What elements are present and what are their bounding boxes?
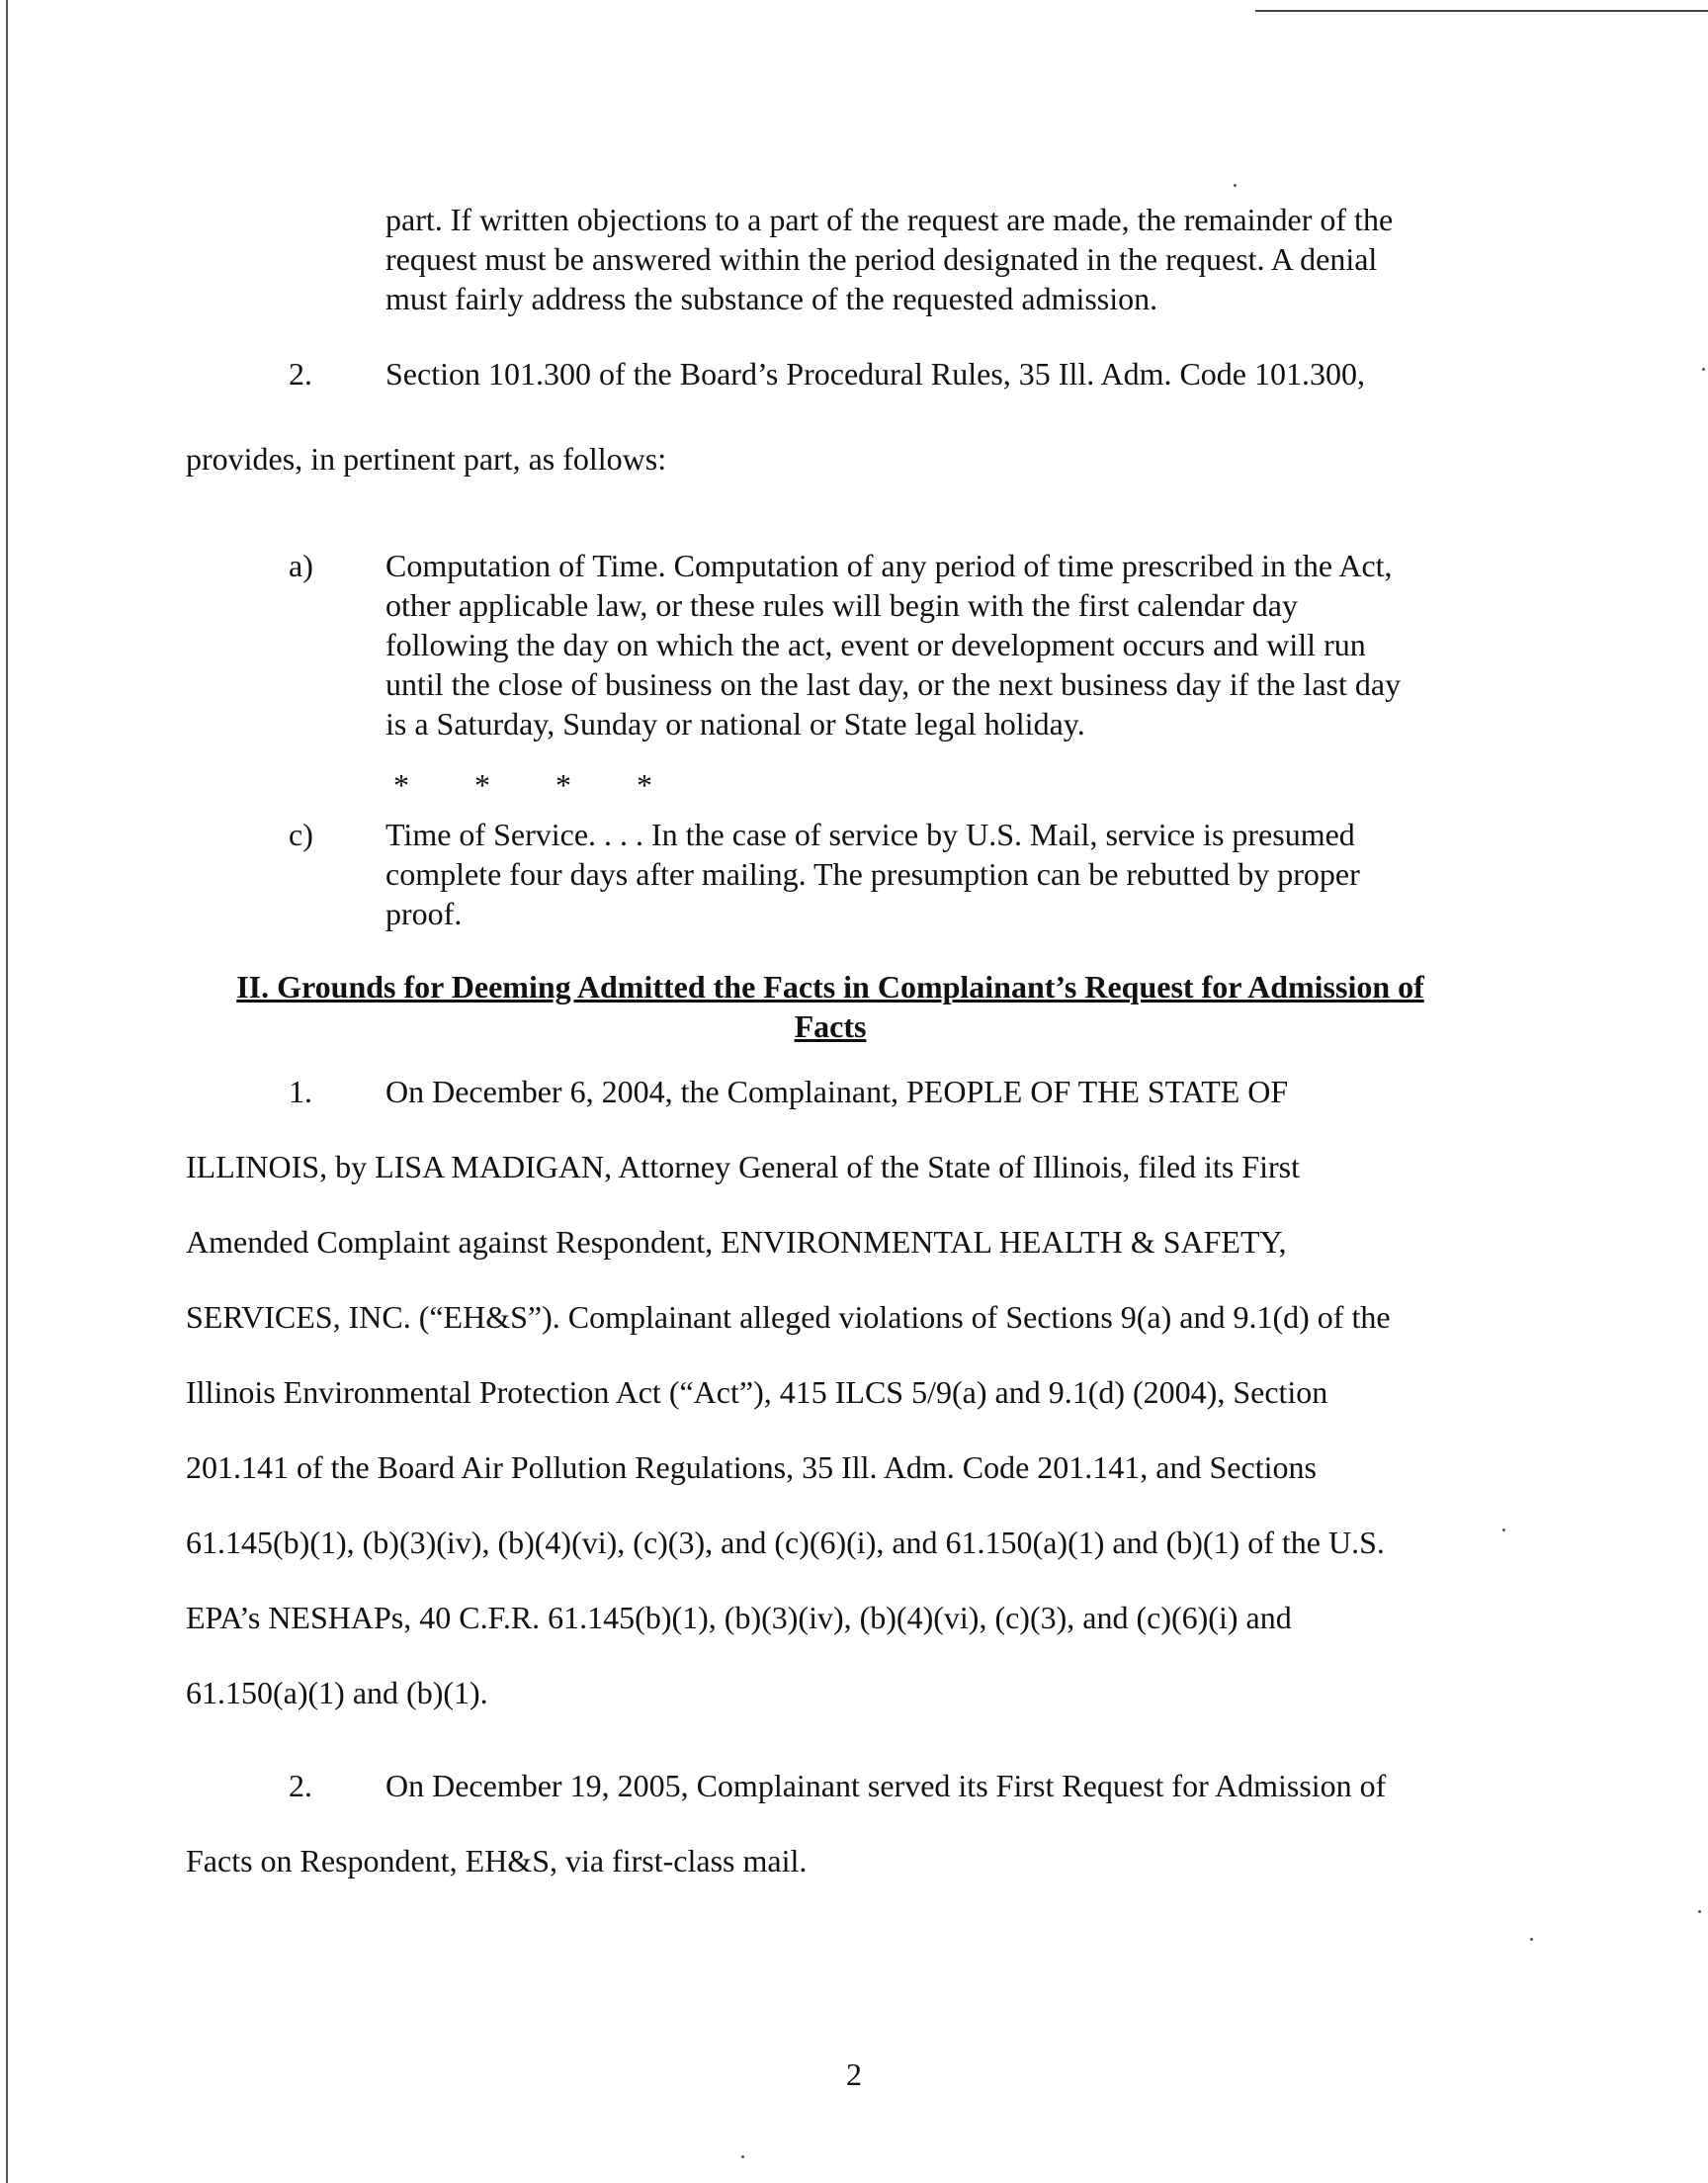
intro-line: request must be answered within the period designated in the request. A denial (385, 241, 1378, 277)
scan-speck (1702, 368, 1705, 371)
paragraph-line: SERVICES, INC. (“EH&S”). Complainant alleged violations of Sections 9(a) and 9.1(d) of the (186, 1299, 1391, 1335)
quote-line: proof. (385, 896, 463, 931)
scan-speck (1502, 1528, 1505, 1531)
paragraph-number: 1. (289, 1074, 312, 1109)
paragraph-line: ILLINOIS, by LISA MADIGAN, Attorney General of the State of Illinois, filed its First (186, 1149, 1300, 1184)
paragraph-line: On December 19, 2005, Complainant served its First Request for Admission of (385, 1768, 1387, 1803)
scan-left-edge (6, 0, 8, 2183)
section-heading (178, 967, 1483, 1046)
paragraph-line: Facts on Respondent, EH&S, via first-class mail. (186, 1843, 808, 1878)
intro-quote-block (385, 200, 1473, 318)
paragraph-line: provides, in pertinent part, as follows: (186, 441, 667, 477)
intro-line: must fairly address the substance of the requested admission. (385, 281, 1158, 316)
star: * (637, 767, 652, 803)
quote-line: Computation of Time. Computation of any period of time prescribed in the Act, (385, 548, 1393, 583)
paragraph-number: 2. (289, 1768, 312, 1803)
paragraph-line: EPA’s NESHAPs, 40 C.F.R. 61.145(b)(1), (b)(3)(iv), (b)(4)(vi), (c)(3), and (c)(6)(i) and (186, 1600, 1292, 1635)
star: * (393, 767, 409, 803)
quote-line: other applicable law, or these rules will begin with the first calendar day (385, 587, 1298, 623)
paragraph-line: Section 101.300 of the Board’s Procedural Rules, 35 Ill. Adm. Code 101.300, (385, 356, 1365, 392)
quote-line: following the day on which the act, event or development occurs and will run (385, 627, 1366, 662)
scan-speck (741, 2155, 744, 2158)
star: * (555, 767, 571, 803)
star: * (474, 767, 490, 803)
scan-speck (1234, 184, 1237, 187)
quote-a-letter: a) (289, 548, 313, 583)
paragraph-line: 61.145(b)(1), (b)(3)(iv), (b)(4)(vi), (c)(3), and (c)(6)(i), and 61.150(a)(1) and (b)(1) of the U.S. (186, 1525, 1385, 1560)
quote-line: is a Saturday, Sunday or national or State legal holiday. (385, 706, 1085, 742)
quote-line: Time of Service. . . . In the case of service by U.S. Mail, service is presumed (385, 817, 1355, 852)
paragraph-line: On December 6, 2004, the Complainant, PEOPLE OF THE STATE OF (385, 1074, 1289, 1109)
scan-speck (1698, 1910, 1701, 1913)
paragraph-number: 2. (289, 356, 312, 392)
quote-a-block (385, 546, 1473, 743)
heading-line: Facts (794, 1008, 867, 1044)
scan-speck (1530, 1938, 1533, 1941)
quote-c-letter: c) (289, 817, 313, 852)
quote-line: until the close of business on the last day, or the next business day if the last day (385, 666, 1402, 702)
paragraph-line: 61.150(a)(1) and (b)(1). (186, 1675, 488, 1710)
intro-line: part. If written objections to a part of the request are made, the remainder of the (385, 202, 1394, 237)
quote-c-block (385, 815, 1473, 933)
heading-line: II. Grounds for Deeming Admitted the Facts in Complainant’s Request for Admission of (236, 969, 1424, 1004)
paragraph-line: Amended Complaint against Respondent, ENVIRONMENTAL HEALTH & SAFETY, (186, 1224, 1287, 1260)
quote-line: complete four days after mailing. The presumption can be rebutted by proper (385, 856, 1360, 892)
paragraph-line: Illinois Environmental Protection Act (“Act”), 415 ILCS 5/9(a) and 9.1(d) (2004), Section (186, 1374, 1328, 1410)
paragraph-line: 201.141 of the Board Air Pollution Regulations, 35 Ill. Adm. Code 201.141, and Sections (186, 1449, 1317, 1485)
omission-stars (393, 765, 718, 805)
scan-top-rule (1255, 10, 1708, 12)
page-number: 2 (846, 2056, 862, 2092)
